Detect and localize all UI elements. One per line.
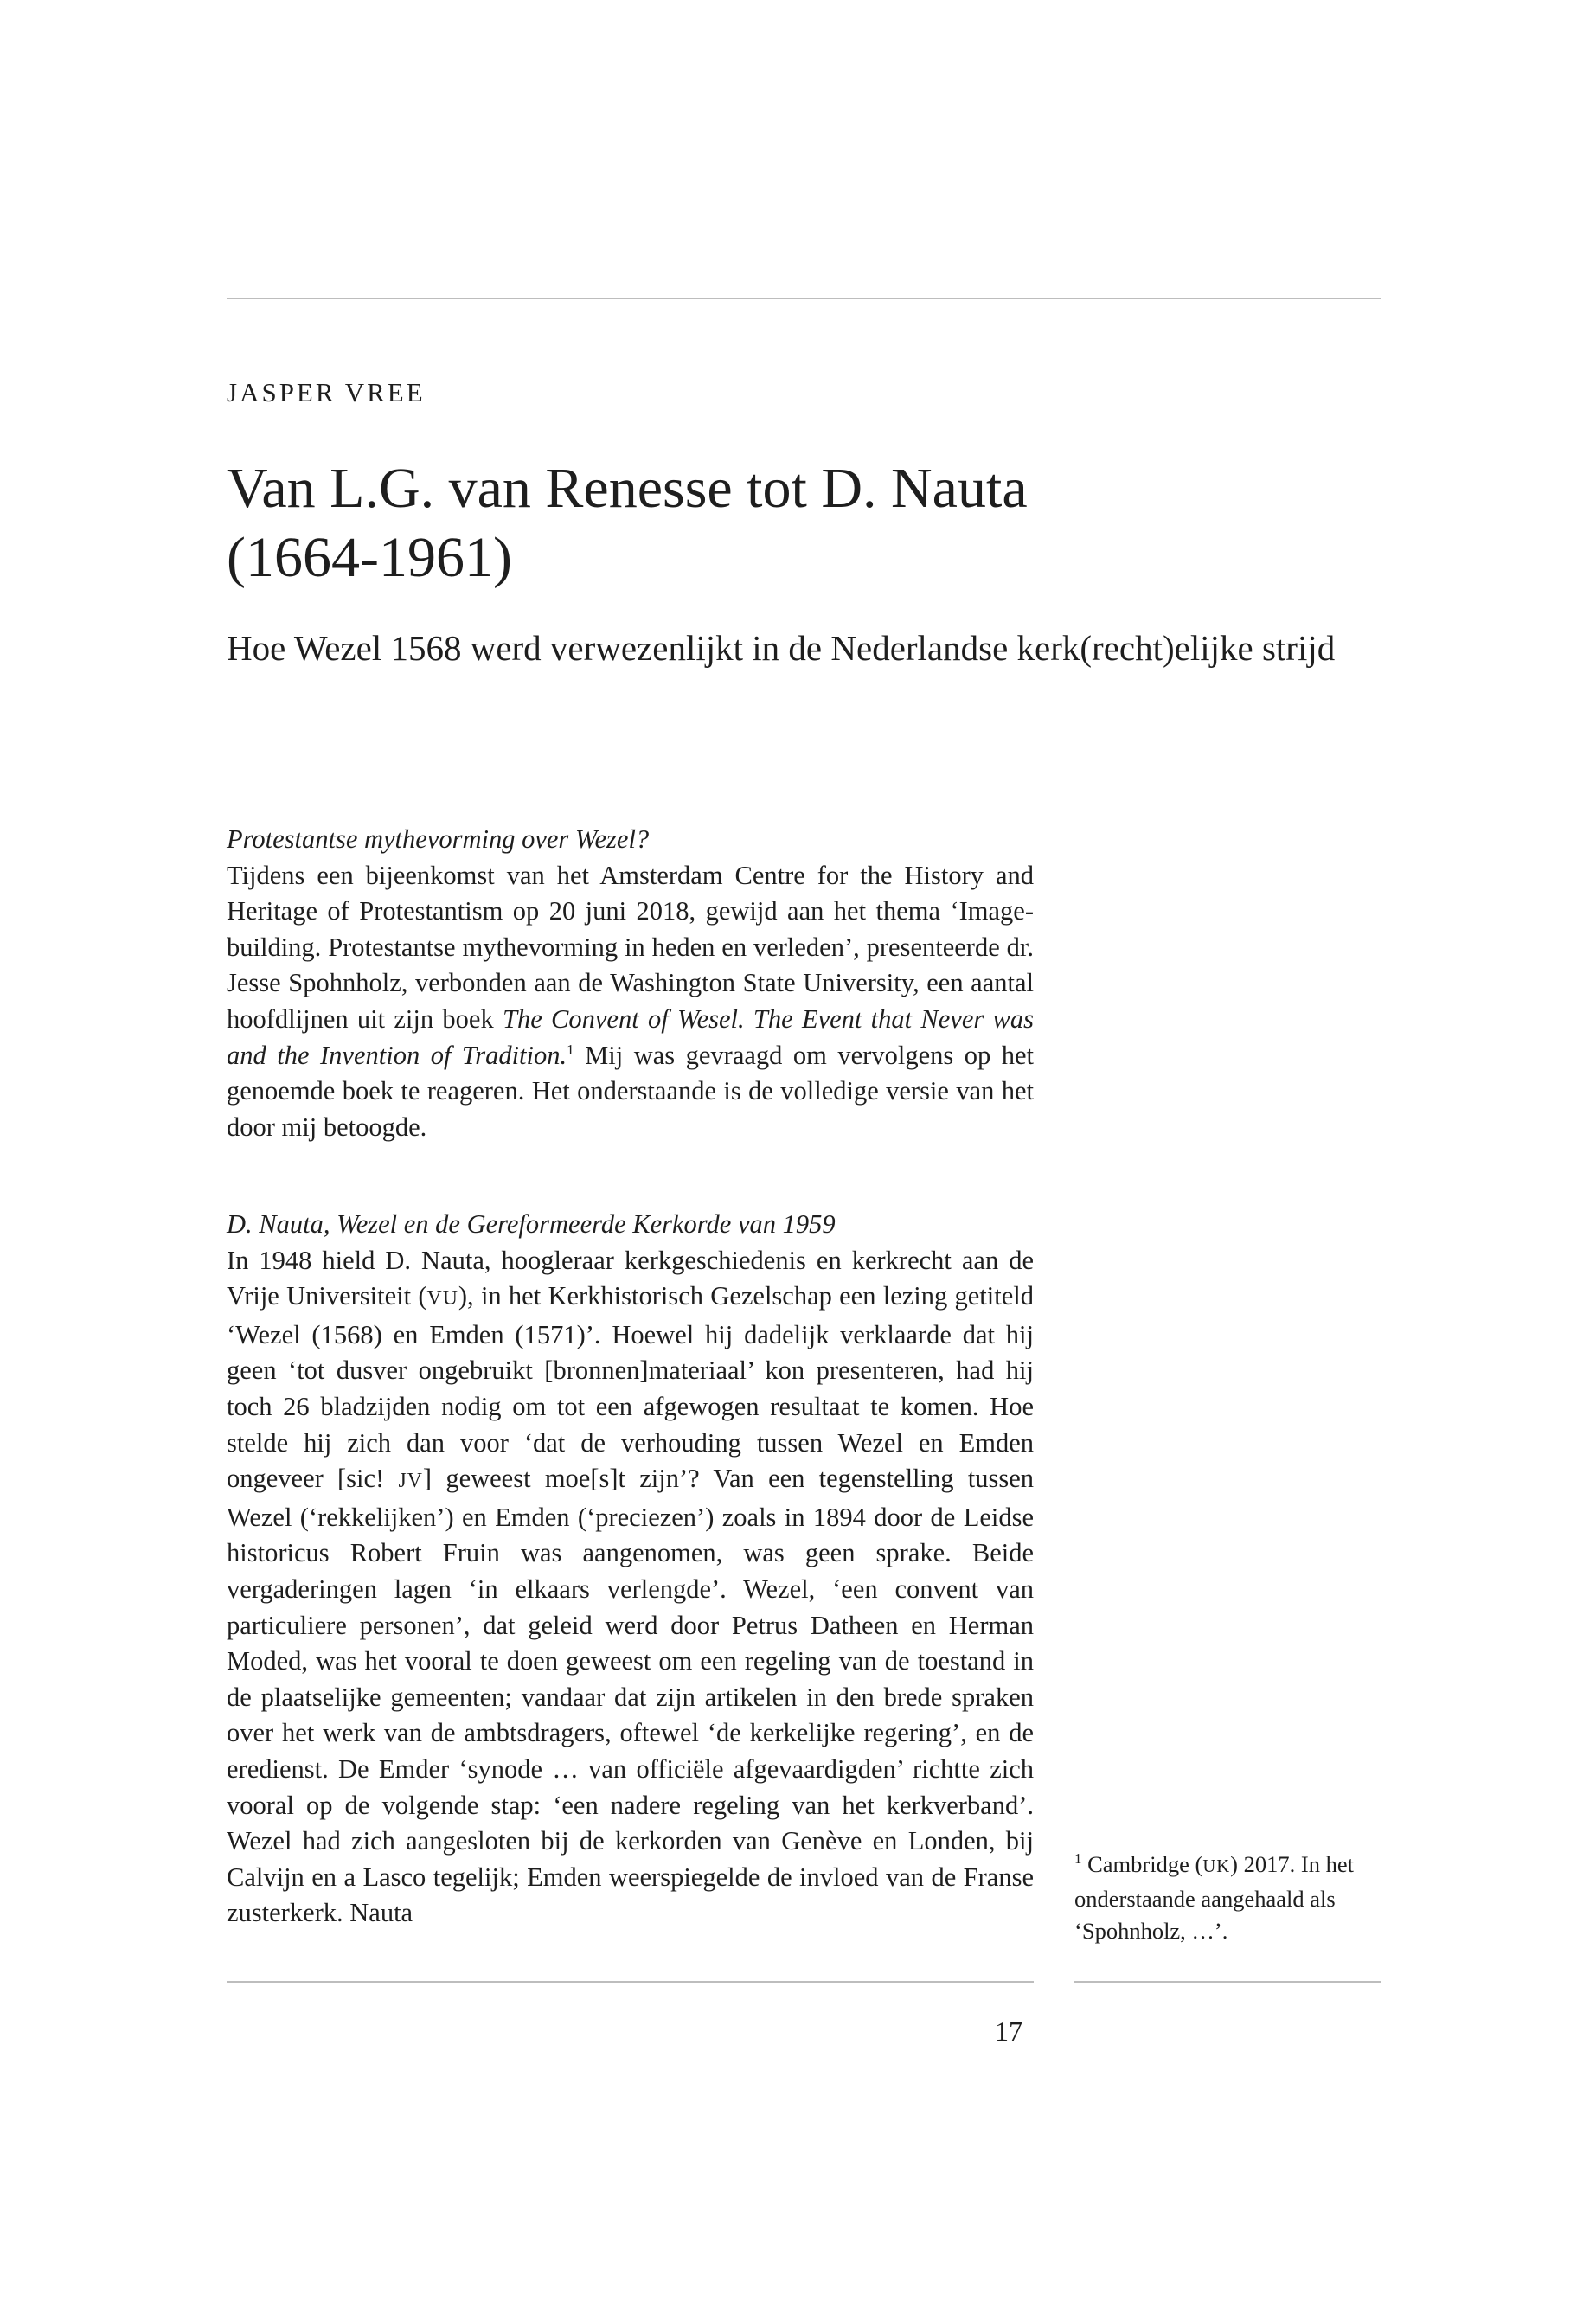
top-rule: [227, 298, 1381, 299]
paragraph-text: ), in het Kerkhistorisch Gezelschap een lezing getiteld ‘Wezel (1568) en Emden (1571)’. Hoewel hij dadelijk verklaarde dat hij geen ‘tot dusver ongebruikt [bronnen]materiaal’ kon presenteren, had hij toch 26 bladzijden nodig om tot een afgewogen resultaat te komen. Hoe stelde hij zich dan voor ‘dat de verhouding tussen Wezel en Emden ongeveer [sic!: [227, 1281, 1034, 1494]
bottom-rule-main: [227, 1981, 1034, 1983]
abbreviation-vu: VU: [426, 1287, 458, 1311]
footnote-text: Cambridge (: [1087, 1851, 1203, 1877]
article-subtitle: Hoe Wezel 1568 werd verwezenlijkt in de Nederlandse kerk(recht)elijke strijd: [227, 628, 1336, 668]
abbreviation-uk: UK: [1202, 1857, 1231, 1876]
footnote-number: 1: [1074, 1850, 1082, 1868]
title-line-2: (1664-1961): [227, 526, 512, 589]
bottom-rule-footnote: [1074, 1981, 1381, 1983]
section-heading: Protestantse mythevorming over Wezel?: [227, 824, 650, 854]
section-heading: D. Nauta, Wezel en de Gereformeerde Kerkorde van 1959: [227, 1209, 836, 1239]
section-protestant-myth: [227, 822, 1034, 1145]
footnotes: [1074, 1849, 1386, 1947]
article-title: [227, 454, 1377, 593]
abbreviation-jv: JV: [398, 1470, 423, 1493]
title-line-1: Van L.G. van Renesse tot D. Nauta: [227, 457, 1028, 520]
paragraph-text: Mij was gevraagd om vervolgens op het genoemde boek te reageren. Het onderstaande is de volledige versie van het door mij betoogde.: [227, 1040, 1034, 1142]
paragraph-text: In 1948 hield D. Nauta, hoogleraar kerkgeschiedenis en kerkrecht aan de Vrije Universiteit (: [227, 1245, 1034, 1311]
page-number: 17: [995, 2016, 1022, 2047]
section-paragraph: [227, 1243, 1034, 1932]
section-paragraph: [227, 858, 1034, 1146]
footnote-text: ) 2017. In het onderstaande aangehaald als ‘Spohnholz, …’.: [1074, 1851, 1354, 1944]
paragraph-text: ] geweest moe[s]t zijn’? Van een tegenstelling tussen Wezel (‘rekkelijken’) en Emden (‘preciezen’) zoals in 1894 door de Leidse historicus Robert Fruin was aangenomen, was geen sprake. Beide vergaderingen lagen ‘in elkaars verlengde’. Wezel, ‘een convent van particuliere personen’, dat geleid werd door Petrus Datheen en Herman Moded, was het vooral te doen geweest om een regeling van de toestand in de plaatselijke gemeenten; vandaar dat zijn artikelen in den brede spraken over het werk van de ambtsdragers, oftewel ‘de kerkelijke regering’, en de eredienst. De Emder ‘synode … van officiële afgevaardigden’ richtte zich vooral op de volgende stap: ‘een nadere regeling van het kerkverband’. Wezel had zich aangesloten bij de kerkorden van Genève en Londen, bij Calvijn en a Lasco tegelijk; Emden weerspiegelde de invloed van de Franse zusterkerk. Nauta: [227, 1464, 1035, 1928]
paragraph-text: Tijdens een bijeenkomst van het Amsterdam Centre for the History and Heritage of Protestantism op 20 juni 2018, gewijd aan het thema ‘Image-building. Protestantse mythevorming in heden en verleden’, presenteerde dr. Jesse Spohnholz, verbonden aan de Washington State University, een aantal hoofdlijnen uit zijn boek: [227, 860, 1034, 1034]
book-title: The Convent of Wesel. The Event that Never was and the Invention of Tradition.: [227, 1003, 1034, 1070]
section-nauta-wezel: [227, 1207, 1034, 1932]
footnote-reference[interactable]: 1: [567, 1041, 574, 1058]
author-name: JASPER VREE: [227, 377, 426, 407]
